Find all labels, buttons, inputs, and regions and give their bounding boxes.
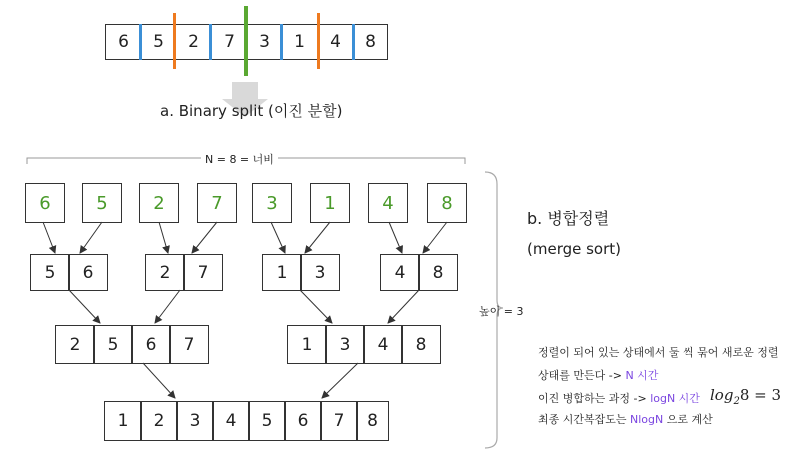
note-text: 으로 계산 — [666, 413, 713, 426]
merge-cell-l1: 6 — [68, 254, 108, 291]
leaf-box: 5 — [82, 183, 122, 223]
input-cell: 2 — [188, 31, 199, 52]
merge-cell-l2: 3 — [325, 325, 365, 364]
input-cell: 7 — [224, 31, 235, 52]
merge-cell-l2: 8 — [401, 325, 441, 364]
note-line-3 — [538, 390, 700, 406]
note-line-2 — [538, 367, 658, 383]
leaf-box: 7 — [197, 183, 237, 223]
sorted-cell: 6 — [284, 401, 322, 441]
note-accent: N 시간 — [625, 369, 659, 382]
input-cell: 6 — [118, 31, 129, 52]
merge-cell-l1: 8 — [418, 254, 458, 291]
width-label: N = 8 = 너비 — [201, 151, 278, 167]
binary-split-label: a. Binary split (이진 분할) — [160, 102, 343, 120]
sorted-cell: 4 — [212, 401, 250, 441]
merge-cell-l1: 3 — [300, 254, 340, 291]
input-cell: 5 — [153, 31, 164, 52]
log-rest: 8 = 3 — [739, 386, 782, 404]
note-line-1: 정렬이 되어 있는 상태에서 둘 씩 묶어 새로운 정렬 — [538, 346, 779, 359]
sorted-cell: 5 — [248, 401, 286, 441]
sorted-cell: 7 — [320, 401, 358, 441]
merge-cell-l2: 2 — [55, 325, 95, 364]
merge-cell-l2: 1 — [287, 325, 327, 364]
leaf-box: 8 — [427, 183, 467, 223]
input-cell: 8 — [365, 31, 376, 52]
note-text: 상태를 만든다 -> — [538, 369, 622, 382]
leaf-box: 1 — [310, 183, 350, 223]
sorted-cell: 3 — [176, 401, 214, 441]
merge-cell-l2: 6 — [131, 325, 171, 364]
note-accent: logN 시간 — [650, 392, 700, 405]
sorted-cell: 8 — [356, 401, 389, 441]
note-accent: NlogN — [630, 413, 664, 426]
log-base: log — [710, 386, 734, 404]
log-equation — [710, 386, 781, 407]
height-label: 높이 = 3 — [479, 305, 524, 318]
input-cell: 3 — [259, 31, 270, 52]
leaf-box: 6 — [25, 183, 65, 223]
merge-sort-subtitle: (merge sort) — [527, 240, 622, 258]
sorted-cell: 1 — [104, 401, 142, 441]
sorted-cell: 2 — [140, 401, 178, 441]
log-subscript: 2 — [733, 396, 740, 407]
merge-cell-l2: 5 — [93, 325, 133, 364]
note-text: 최종 시간복잡도는 — [538, 413, 627, 426]
leaf-box: 4 — [368, 183, 408, 223]
merge-cell-l1: 2 — [145, 254, 185, 291]
note-line-4 — [538, 411, 713, 427]
input-cell: 4 — [330, 31, 341, 52]
merge-cell-l1: 7 — [183, 254, 223, 291]
merge-cell-l2: 4 — [363, 325, 403, 364]
merge-cell-l1: 4 — [380, 254, 420, 291]
merge-cell-l2: 7 — [169, 325, 209, 364]
leaf-box: 2 — [139, 183, 179, 223]
leaf-box: 3 — [252, 183, 292, 223]
merge-sort-title: b. 병합정렬 — [527, 209, 610, 228]
note-text: 이진 병합하는 과정 -> — [538, 392, 647, 405]
input-cell: 1 — [294, 31, 305, 52]
merge-cell-l1: 5 — [30, 254, 70, 291]
merge-cell-l1: 1 — [262, 254, 302, 291]
